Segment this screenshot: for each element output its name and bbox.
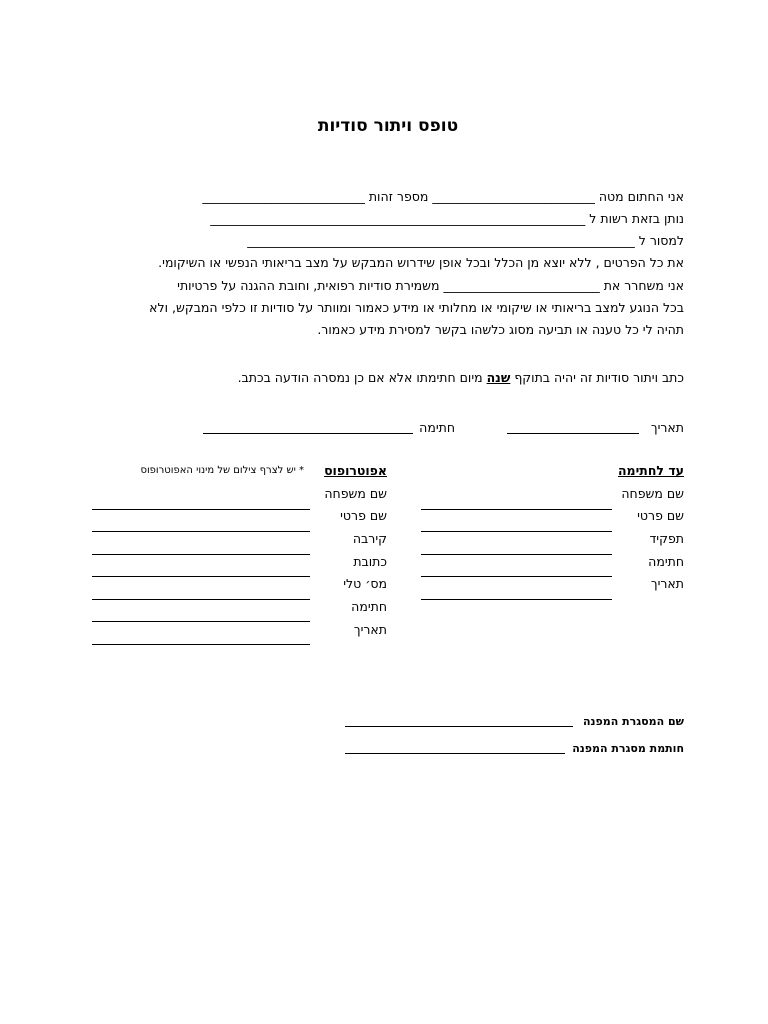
validity-text-a: כתב ויתור סודיות זה יהיה בתוקף xyxy=(514,370,684,385)
guardian-date-field[interactable] xyxy=(92,644,310,645)
claim-line: תהיה לי כל טענה או תביעה מסוג כלשהו בקשר למסירת מידע כאמור. xyxy=(317,322,684,337)
date-label: תאריך xyxy=(650,420,684,435)
guardian-note: * יש לצרף צילום של מינוי האפוטרופוס xyxy=(140,465,304,476)
guardian-date-label: תאריך xyxy=(353,622,387,637)
guardian-address-label: כתובת xyxy=(353,554,387,569)
witness-last-name-label: שם משפחה xyxy=(621,486,684,501)
institution-name-field[interactable] xyxy=(345,726,573,727)
deliver-to-line xyxy=(247,235,684,248)
form-title: טופס ויתור סודיות xyxy=(317,116,459,136)
validity-line xyxy=(238,372,684,385)
witness-role-label: תפקיד xyxy=(649,531,684,546)
guardian-signature-label: חתימה xyxy=(351,599,387,614)
declarant-name-blank[interactable]: __________________________ xyxy=(432,189,595,204)
deliver-to-label: למסור ל xyxy=(638,233,684,248)
guardian-signature-field[interactable] xyxy=(92,621,310,622)
id-number-label: מספר זהות xyxy=(368,189,429,204)
permission-line xyxy=(210,213,684,226)
validity-period: שנה xyxy=(486,370,511,385)
details-line: את כל הפרטים , ללא יוצא מן הכלל ובכל אופן שידרוש המבקש על מצב בריאותי הנפשי או השיקומי. xyxy=(158,255,684,270)
signature-label: חתימה xyxy=(419,420,455,435)
declarant-line xyxy=(202,191,684,204)
witness-first-name-label: שם פרטי xyxy=(637,508,684,523)
guardian-address-field[interactable] xyxy=(92,576,310,577)
guardian-phone-field[interactable] xyxy=(92,599,310,600)
scope-line: בכל הנוגע למצב בריאותי או שיקומי או מחלותי או מידע כאמור ומוותר על סודיות זו כלפי המבקש, ולא xyxy=(149,300,684,315)
permission-blank[interactable]: ____________________________________________________________ xyxy=(210,211,586,226)
deliver-to-blank[interactable]: ______________________________________________________________ xyxy=(247,233,635,248)
witness-signature-field[interactable] xyxy=(421,576,612,577)
witness-role-field[interactable] xyxy=(421,554,612,555)
release-label: אני משחרר את xyxy=(603,278,684,293)
guardian-relation-label: קירבה xyxy=(352,531,387,546)
guardian-phone-label: מס׳ טלי xyxy=(343,576,387,591)
guardian-heading: אפוטרופוס xyxy=(324,463,387,478)
release-blank[interactable]: _________________________ xyxy=(443,278,600,293)
guardian-last-name-label: שם משפחה xyxy=(324,486,387,501)
release-line xyxy=(177,280,684,293)
declarant-label: אני החתום מטה xyxy=(598,189,684,204)
institution-stamp-label: חותמת מסגרת המפנה xyxy=(572,742,684,755)
signature-field[interactable] xyxy=(203,433,413,434)
witness-first-name-field[interactable] xyxy=(421,531,612,532)
witness-signature-label: חתימה xyxy=(648,554,684,569)
guardian-relation-field[interactable] xyxy=(92,554,310,555)
guardian-first-name-label: שם פרטי xyxy=(340,508,387,523)
date-field[interactable] xyxy=(507,433,639,434)
witness-heading: עד לחתימה xyxy=(617,463,684,478)
permission-label: נותן בזאת רשות ל xyxy=(589,211,684,226)
witness-date-field[interactable] xyxy=(421,599,612,600)
witness-date-label: תאריך xyxy=(650,576,684,591)
institution-name-label: שם המסגרת המפנה xyxy=(583,715,684,728)
id-number-blank[interactable]: __________________________ xyxy=(202,189,365,204)
validity-text-b: מיום חתימתו אלא אם כן נמסרה הודעה בכתב. xyxy=(237,370,483,385)
release-text: משמירת סודיות רפואית, וחובת ההגנה על פרטיותי xyxy=(177,278,440,293)
guardian-first-name-field[interactable] xyxy=(92,531,310,532)
institution-stamp-field[interactable] xyxy=(345,753,565,754)
guardian-last-name-field[interactable] xyxy=(92,509,310,510)
witness-last-name-field[interactable] xyxy=(421,509,612,510)
